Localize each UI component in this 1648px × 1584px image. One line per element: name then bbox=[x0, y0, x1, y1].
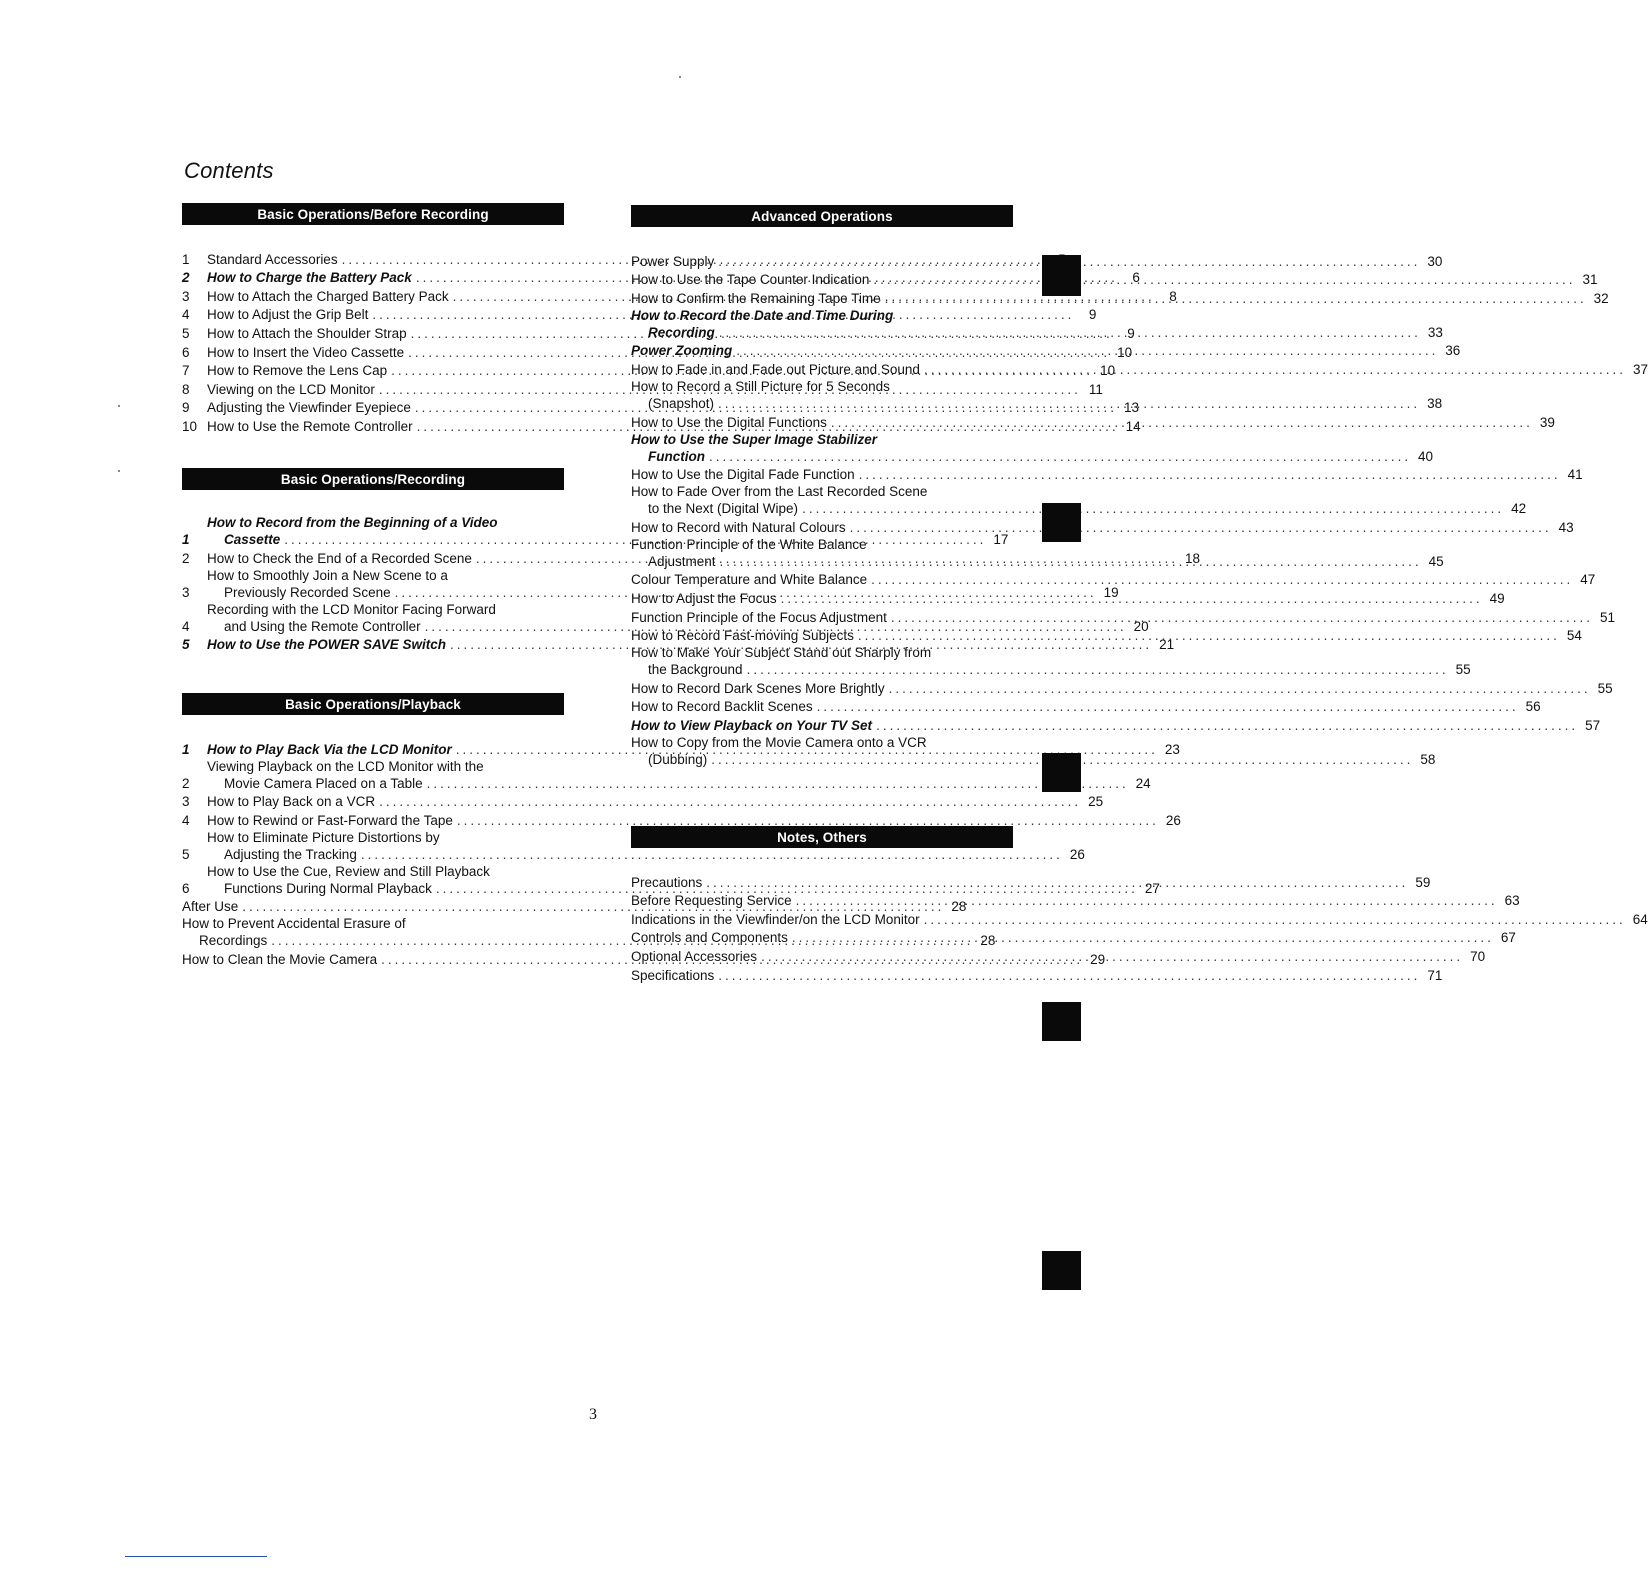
toc-entry bbox=[631, 431, 1434, 465]
toc-entry-line bbox=[631, 271, 1597, 288]
toc-entry bbox=[631, 570, 1596, 589]
toc-entry-line bbox=[631, 519, 1574, 536]
toc-entry-text: Specifications bbox=[631, 967, 715, 983]
toc-entry-number: 4 bbox=[182, 307, 190, 323]
section-tab-marker bbox=[1042, 753, 1081, 792]
toc-entry-text: How to Use the POWER SAVE Switch bbox=[207, 637, 447, 653]
toc-entry bbox=[631, 307, 1443, 341]
dot-leader bbox=[889, 680, 1591, 697]
dot-leader bbox=[871, 571, 1573, 588]
toc-page-number: 64 bbox=[1632, 911, 1648, 927]
toc-entry-body bbox=[631, 466, 1583, 483]
toc-entry-text: How to Record Dark Scenes More Brightly bbox=[631, 680, 885, 696]
toc-page-number: 6 bbox=[1132, 270, 1140, 286]
toc-entry-text: (Snapshot) bbox=[648, 395, 715, 411]
toc-page-number: 33 bbox=[1427, 324, 1443, 340]
toc-entry bbox=[182, 249, 564, 268]
toc-entry-text: Recording with the LCD Monitor Facing Forward bbox=[207, 601, 496, 617]
toc-entry-body bbox=[631, 342, 1460, 359]
toc-entry-text: How to Record a Still Picture for 5 Seconds bbox=[631, 378, 890, 394]
toc-entry-text: How to Record Backlit Scenes bbox=[631, 699, 813, 715]
toc-entry-text: to the Next (Digital Wipe) bbox=[648, 501, 799, 517]
toc-entry-body bbox=[631, 644, 1471, 678]
toc-entry-number: 3 bbox=[182, 288, 190, 304]
toc-entry-text: How to Record the Date and Time During bbox=[631, 307, 894, 323]
section-heading-bar: Basic Operations/Playback bbox=[182, 693, 564, 715]
toc-entry-line bbox=[631, 431, 1433, 448]
toc-entry-text: How to Adjust the Focus bbox=[631, 590, 777, 606]
toc-page-number: 47 bbox=[1580, 572, 1596, 588]
section-heading-bar: Advanced Operations bbox=[631, 205, 1013, 227]
toc-entry-line bbox=[631, 395, 1442, 412]
dot-leader bbox=[924, 911, 1626, 928]
dot-leader bbox=[796, 892, 1498, 909]
toc-entry-line bbox=[631, 874, 1430, 891]
toc-entry-body bbox=[631, 680, 1613, 697]
toc-entry-line bbox=[631, 324, 1443, 341]
toc-entry-body bbox=[631, 967, 1442, 984]
toc-entry-line bbox=[631, 483, 1526, 500]
toc-page-number: 11 bbox=[1088, 381, 1103, 397]
toc-entry-line bbox=[631, 553, 1444, 570]
toc-entry-line bbox=[631, 734, 1435, 751]
toc-entry-body bbox=[631, 892, 1520, 909]
toc-entry-text: How to Insert the Video Cassette bbox=[207, 344, 405, 360]
dot-leader bbox=[876, 717, 1578, 734]
toc-entry-text: Adjusting the Viewfinder Eyepiece bbox=[207, 400, 411, 416]
toc-entry-line bbox=[631, 378, 1442, 395]
toc-entry-line bbox=[631, 948, 1485, 965]
toc-entry-text: How to Record with Natural Colours bbox=[631, 519, 846, 535]
toc-page-number: 31 bbox=[1582, 272, 1598, 288]
dot-leader bbox=[718, 395, 1420, 412]
toc-entry-line bbox=[631, 911, 1648, 928]
dot-leader bbox=[709, 448, 1411, 465]
toc-page-number: 32 bbox=[1593, 290, 1609, 306]
toc-entry bbox=[631, 928, 1516, 947]
toc-entry-text: Previously Recorded Scene bbox=[224, 584, 391, 600]
toc-page-number: 43 bbox=[1558, 519, 1574, 535]
toc-entry-text: Function Principle of the White Balance bbox=[631, 536, 867, 552]
toc-entry-body bbox=[631, 307, 1443, 341]
toc-entry-text: Cassette bbox=[224, 532, 281, 547]
footer-rule bbox=[125, 1556, 267, 1557]
toc-entry bbox=[631, 465, 1583, 484]
toc-entry bbox=[631, 678, 1613, 697]
toc-entry-body bbox=[631, 290, 1609, 307]
toc-entry-line bbox=[631, 448, 1433, 465]
toc-entry-body bbox=[631, 717, 1600, 734]
toc-page-number: 49 bbox=[1489, 590, 1505, 606]
toc-entry-text: (Dubbing) bbox=[648, 751, 708, 767]
toc-entry-text: How to Confirm the Remaining Tape Time bbox=[631, 290, 881, 306]
toc-entry-text: the Background bbox=[648, 662, 743, 678]
toc-entry-text: How to Play Back Via the LCD Monitor bbox=[207, 741, 452, 757]
toc-entry bbox=[631, 891, 1520, 910]
toc-entry-number: 10 bbox=[182, 418, 198, 434]
toc-page-number: 24 bbox=[1135, 775, 1151, 791]
toc-page-number: 39 bbox=[1539, 414, 1555, 430]
toc-entry-text: How to Eliminate Picture Distortions by bbox=[207, 829, 440, 845]
toc-page-number: 17 bbox=[993, 532, 1009, 547]
toc-entry bbox=[631, 697, 1541, 716]
toc-entry-body bbox=[631, 571, 1595, 588]
toc-entry-text: Precautions bbox=[631, 874, 703, 890]
toc-entry-text: How to Use the Tape Counter Indication bbox=[631, 272, 870, 288]
toc-page-number: 9 bbox=[1088, 307, 1097, 323]
toc-entry-text: Controls and Components bbox=[631, 930, 788, 946]
dot-leader bbox=[706, 874, 1408, 891]
toc-entry-number: 9 bbox=[182, 400, 190, 416]
toc-entry-line bbox=[631, 609, 1615, 626]
toc-entry-text: Functions During Normal Playback bbox=[224, 880, 432, 896]
toc-entry-line bbox=[631, 290, 1609, 307]
toc-entry-text: How to Use the Cue, Review and Still Playback bbox=[207, 863, 490, 879]
toc-entry-text: Adjusting the Tracking bbox=[224, 846, 357, 862]
toc-page-number: 28 bbox=[951, 899, 967, 915]
toc-entry-text: How to Charge the Battery Pack bbox=[207, 270, 412, 286]
toc-entry-text: How to Attach the Shoulder Strap bbox=[207, 325, 407, 341]
toc-entry-text: How to Copy from the Movie Camera onto a VCR bbox=[631, 734, 927, 750]
dot-leader bbox=[718, 967, 1420, 984]
toc-page-number: 55 bbox=[1597, 680, 1613, 696]
toc-entry-text: Function Principle of the Focus Adjustment bbox=[631, 609, 887, 625]
toc-entry bbox=[631, 288, 1609, 307]
dot-leader bbox=[924, 361, 1626, 378]
toc-entry-text: How to Attach the Charged Battery Pack bbox=[207, 288, 449, 304]
dot-leader bbox=[736, 342, 1438, 359]
toc-entry-line bbox=[631, 571, 1595, 588]
toc-entry-text: How to Make Your Subject Stand out Sharply from bbox=[631, 645, 932, 661]
toc-entry-line bbox=[631, 253, 1442, 270]
dot-leader bbox=[720, 553, 1422, 570]
toc-page-number: 18 bbox=[1184, 550, 1200, 566]
dot-leader bbox=[719, 324, 1421, 341]
toc-entry-body bbox=[631, 431, 1433, 465]
toc-entry-line bbox=[631, 751, 1435, 768]
scan-speck bbox=[679, 76, 681, 78]
dot-leader bbox=[792, 929, 1494, 946]
toc-entry-number: 3 bbox=[182, 584, 190, 600]
toc-entry-text: How to Smoothly Join a New Scene to a bbox=[207, 567, 448, 583]
toc-entry-text: How to Use the Digital Functions bbox=[631, 414, 827, 430]
toc-page-number: 26 bbox=[1069, 846, 1085, 862]
toc-entry-line bbox=[631, 342, 1460, 359]
toc-entry-number: 2 bbox=[182, 550, 190, 566]
toc-entry-line bbox=[631, 680, 1613, 697]
toc-entry-text: Adjustment bbox=[648, 553, 716, 569]
toc-entry-body bbox=[631, 536, 1444, 570]
toc-entry-text: Viewing on the LCD Monitor bbox=[207, 381, 375, 397]
toc-entry-number: 5 bbox=[182, 846, 190, 862]
toc-entry-body bbox=[631, 609, 1615, 626]
toc-page-number: 21 bbox=[1159, 637, 1175, 653]
toc-entry-body bbox=[631, 929, 1516, 946]
toc-entry bbox=[631, 270, 1598, 289]
toc-entry-text: Recordings bbox=[199, 933, 268, 949]
toc-entry-text: Before Requesting Service bbox=[631, 893, 792, 909]
dot-leader bbox=[850, 519, 1552, 536]
section-heading-bar: Basic Operations/Recording bbox=[182, 468, 564, 490]
toc-page-number: 41 bbox=[1567, 467, 1583, 483]
toc-entry-body bbox=[631, 734, 1435, 768]
toc-entry-line bbox=[631, 590, 1505, 607]
toc-entry-line bbox=[631, 661, 1471, 678]
toc-entry-text: How to Use the Super Image Stabilizer bbox=[631, 431, 878, 447]
toc-entry-body bbox=[631, 378, 1442, 412]
toc-entry-number: 4 bbox=[182, 812, 190, 828]
dot-leader bbox=[858, 627, 1560, 644]
toc-page-number: 71 bbox=[1427, 967, 1443, 983]
page-title: Contents bbox=[184, 158, 274, 183]
section-heading-bar: Basic Operations/Before Recording bbox=[182, 203, 564, 225]
toc-entry-number: 5 bbox=[182, 325, 190, 341]
toc-entry-text: How to Record from the Beginning of a Video bbox=[207, 515, 498, 530]
toc-page-number: 23 bbox=[1164, 741, 1180, 757]
toc-entry-body bbox=[631, 911, 1648, 928]
toc-page-number: 58 bbox=[1420, 751, 1436, 767]
section-tab-marker bbox=[1042, 255, 1081, 296]
toc-page-number: 42 bbox=[1511, 501, 1527, 517]
toc-entry-text: Power Supply bbox=[631, 253, 715, 269]
toc-entry-body bbox=[631, 253, 1442, 270]
toc-page-number: 51 bbox=[1599, 609, 1615, 625]
toc-entry-line bbox=[631, 627, 1582, 644]
toc-entry-number: 3 bbox=[182, 794, 190, 810]
toc-entry bbox=[631, 251, 1443, 270]
toc-entry-text: Viewing Playback on the LCD Monitor with the bbox=[207, 758, 484, 774]
toc-entry-text: How to Rewind or Fast-Forward the Tape bbox=[207, 812, 453, 828]
dot-leader bbox=[747, 661, 1449, 678]
toc-entry-body bbox=[631, 874, 1430, 891]
toc-entry-text: How to Play Back on a VCR bbox=[207, 794, 376, 810]
toc-entry-line bbox=[631, 361, 1648, 378]
toc-entry bbox=[631, 517, 1574, 536]
toc-entry bbox=[182, 810, 1181, 829]
toc-entry-body bbox=[631, 627, 1582, 644]
toc-page-number: 37 bbox=[1633, 361, 1648, 377]
toc-page-number: 38 bbox=[1427, 395, 1443, 411]
toc-page-number: 57 bbox=[1585, 717, 1601, 733]
toc-entry-line bbox=[631, 929, 1516, 946]
toc-entry-text: Function bbox=[648, 448, 705, 464]
toc-entry-number: 4 bbox=[182, 618, 190, 634]
toc-entry-line bbox=[631, 892, 1520, 909]
toc-entry-number: 2 bbox=[182, 775, 190, 791]
toc-page-number: 26 bbox=[1165, 812, 1181, 828]
toc-entry-text: Indications in the Viewfinder/on the LCD Monitor bbox=[631, 911, 920, 927]
toc-page-number: 9 bbox=[1127, 325, 1135, 341]
toc-page-number: 56 bbox=[1525, 699, 1541, 715]
toc-entry-line bbox=[631, 414, 1555, 431]
toc-page-number: 10 bbox=[1100, 363, 1116, 379]
toc-page-number: 28 bbox=[980, 933, 996, 949]
toc-page-number: 20 bbox=[1133, 618, 1149, 634]
dot-leader bbox=[859, 466, 1561, 483]
toc-page-number: 55 bbox=[1455, 662, 1471, 678]
toc-entry-text: How to Adjust the Grip Belt bbox=[207, 307, 369, 323]
toc-entry-body bbox=[631, 414, 1555, 431]
section-tab-marker bbox=[1042, 1251, 1081, 1290]
toc-entry-text: Power Zooming bbox=[631, 343, 733, 359]
toc-entry-text: Optional Accessories bbox=[631, 948, 758, 964]
toc-entry-number: 1 bbox=[182, 251, 190, 267]
toc-entry-line bbox=[631, 466, 1583, 483]
toc-entry bbox=[182, 792, 1104, 811]
toc-entry-text: How to Prevent Accidental Erasure of bbox=[182, 916, 406, 932]
toc-entry-number: 7 bbox=[182, 363, 190, 379]
toc-page-number: 19 bbox=[1103, 584, 1119, 600]
scan-speck bbox=[118, 470, 120, 472]
toc-entry-body bbox=[631, 271, 1597, 288]
toc-entry-line bbox=[631, 307, 1443, 324]
toc-entry-line bbox=[631, 644, 1471, 661]
section-tab-marker bbox=[1042, 1002, 1081, 1041]
toc-entry-text: Recording bbox=[648, 324, 715, 340]
dot-leader bbox=[761, 948, 1463, 965]
toc-entry-text: How to Use the Remote Controller bbox=[207, 418, 413, 434]
toc-entry-text: Colour Temperature and White Balance bbox=[631, 572, 868, 588]
dot-leader bbox=[781, 590, 1483, 607]
toc-entry-text: and Using the Remote Controller bbox=[224, 618, 421, 634]
toc-entry-number: 6 bbox=[182, 344, 190, 360]
toc-page-number: 30 bbox=[1427, 253, 1443, 269]
toc-entry-text: How to Remove the Lens Cap bbox=[207, 363, 388, 379]
toc-entry-body bbox=[631, 698, 1541, 715]
page-number: 3 bbox=[589, 1406, 597, 1423]
scan-speck bbox=[118, 405, 120, 407]
toc-page-number: 27 bbox=[1144, 880, 1160, 896]
toc-entry-line bbox=[631, 536, 1444, 553]
toc-entry bbox=[631, 965, 1443, 984]
toc-page-number: 29 bbox=[1090, 951, 1106, 967]
toc-page-number: 10 bbox=[1117, 344, 1133, 360]
toc-page-number: 25 bbox=[1088, 794, 1104, 810]
toc-entry-text: How to Fade in and Fade out Picture and Sound bbox=[631, 361, 920, 377]
toc-entry-number: 2 bbox=[182, 270, 190, 286]
toc-page-number: 63 bbox=[1504, 893, 1520, 909]
toc-entry-text: How to Record Fast-moving Subjects bbox=[631, 628, 854, 644]
toc-entry-line bbox=[631, 967, 1442, 984]
toc-entry-text: Movie Camera Placed on a Table bbox=[224, 775, 423, 791]
toc-page-number: 8 bbox=[1169, 288, 1177, 304]
toc-entry-number: 5 bbox=[182, 637, 190, 653]
toc-entry-text: Standard Accessories bbox=[207, 251, 338, 267]
toc-page-number: 67 bbox=[1500, 930, 1516, 946]
toc-entry-text: How to View Playback on Your TV Set bbox=[631, 717, 873, 733]
dot-leader bbox=[891, 609, 1593, 626]
dot-leader bbox=[885, 290, 1587, 307]
toc-entry-line bbox=[631, 717, 1600, 734]
dot-leader bbox=[873, 271, 1575, 288]
toc-entry-text: How to Use the Digital Fade Function bbox=[631, 467, 855, 483]
toc-entry-line bbox=[631, 698, 1541, 715]
section-heading-bar: Notes, Others bbox=[631, 826, 1013, 848]
toc-page-number: 45 bbox=[1428, 553, 1444, 569]
toc-page-number: 14 bbox=[1125, 418, 1141, 434]
toc-page-number: 70 bbox=[1470, 948, 1486, 964]
toc-entry-body bbox=[631, 361, 1648, 378]
dot-leader bbox=[831, 414, 1533, 431]
toc-entry bbox=[631, 483, 1527, 517]
toc-entry-number: 1 bbox=[182, 532, 190, 547]
toc-entry-body bbox=[631, 590, 1505, 607]
dot-leader bbox=[802, 500, 1504, 517]
toc-page-number: 40 bbox=[1418, 448, 1434, 464]
dot-leader bbox=[817, 698, 1519, 715]
toc-entry-text: How to Clean the Movie Camera bbox=[182, 951, 378, 967]
toc-entry-body bbox=[631, 948, 1485, 965]
toc-page-number: 13 bbox=[1123, 400, 1139, 416]
toc-entry bbox=[631, 909, 1648, 928]
toc-entry-number: 8 bbox=[182, 381, 190, 397]
toc-page-number: 59 bbox=[1415, 874, 1431, 890]
toc-entry bbox=[631, 715, 1601, 734]
toc-page-number: 36 bbox=[1445, 343, 1461, 359]
toc-entry-text: How to Fade Over from the Last Recorded Scene bbox=[631, 484, 928, 500]
toc-entry-text: After Use bbox=[182, 899, 239, 915]
toc-entry-body bbox=[631, 519, 1574, 536]
toc-entry-number: 6 bbox=[182, 880, 190, 896]
toc-entry-number: 1 bbox=[182, 741, 190, 757]
section-tab-marker bbox=[1042, 503, 1081, 542]
toc-entry-text: How to Check the End of a Recorded Scene bbox=[207, 550, 472, 566]
toc-page-number: 54 bbox=[1566, 628, 1582, 644]
